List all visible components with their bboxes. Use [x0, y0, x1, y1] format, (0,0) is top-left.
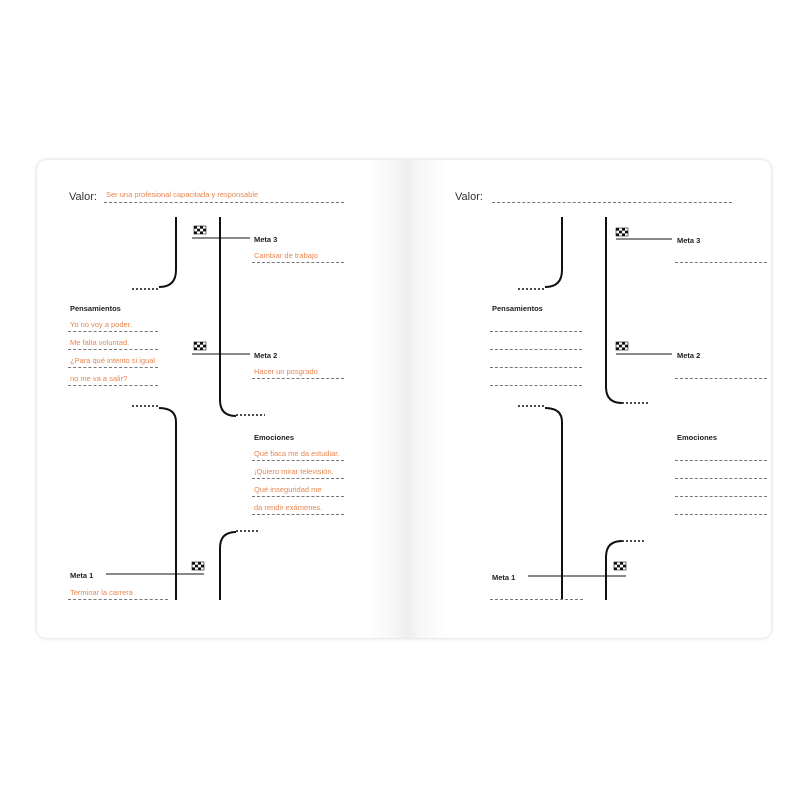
pensamiento-item: Yo no voy a poder. — [70, 320, 132, 329]
valor-label: Valor: — [455, 191, 483, 203]
emocion-item: da rendir exámenes. — [254, 503, 323, 512]
meta2-label: Meta 2 — [254, 351, 278, 360]
meta3-label: Meta 3 — [677, 236, 701, 245]
meta1-line[interactable] — [490, 599, 583, 600]
pensamiento-line — [68, 385, 158, 386]
emociones-label: Emociones — [677, 433, 718, 442]
meta3-line[interactable] — [675, 262, 767, 263]
valor-line — [104, 202, 344, 203]
meta3-value: Cambiar de trabajo — [254, 251, 318, 260]
pensamiento-item: ¿Para qué intento si igual — [70, 356, 156, 365]
valor-value: Ser una profesional capacitada y responsable — [106, 190, 259, 199]
meta2-line — [252, 378, 344, 379]
road-diagram — [37, 160, 404, 638]
emocion-item: Qué fiaca me da estudiar. — [254, 449, 340, 458]
road-edge-lower-right — [220, 532, 236, 600]
checkered-flag-icon — [192, 562, 204, 570]
emocion-line[interactable] — [675, 460, 767, 461]
checkered-flag-icon — [614, 562, 626, 570]
emocion-line — [252, 460, 344, 461]
emocion-item: Qué inseguridad me — [254, 485, 322, 494]
meta3-line — [252, 262, 344, 263]
road-edge-lower-right — [606, 541, 622, 600]
emocion-line — [252, 496, 344, 497]
road-edge-upper-left — [545, 217, 562, 287]
pensamiento-line[interactable] — [490, 331, 582, 332]
pensamientos-label: Pensamientos — [492, 304, 543, 313]
checkered-flag-icon — [194, 226, 206, 234]
road-edge-upper-right — [220, 217, 236, 416]
checkered-flag-icon — [616, 342, 628, 350]
road-diagram — [404, 160, 771, 638]
meta2-label: Meta 2 — [677, 351, 701, 360]
road-edge-lower-left — [545, 408, 562, 600]
pensamientos-label: Pensamientos — [70, 304, 121, 313]
checkered-flag-icon — [616, 228, 628, 236]
emocion-line — [252, 478, 344, 479]
emocion-line[interactable] — [675, 514, 767, 515]
pensamiento-line[interactable] — [490, 385, 582, 386]
meta1-value: Terminar la carrera — [70, 588, 133, 597]
meta2-line[interactable] — [675, 378, 767, 379]
valor-label: Valor: — [69, 191, 97, 203]
meta2-value: Hacer un posgrado — [254, 367, 318, 376]
meta1-label: Meta 1 — [492, 573, 516, 582]
pensamiento-line — [68, 331, 158, 332]
left-page — [37, 160, 404, 638]
road-edge-upper-right — [606, 217, 622, 403]
pensamiento-item: Me falta voluntad. — [70, 338, 130, 347]
meta1-label: Meta 1 — [70, 571, 94, 580]
pensamiento-item: no me va a salir? — [70, 374, 128, 383]
pensamiento-line — [68, 349, 158, 350]
emociones-label: Emociones — [254, 433, 295, 442]
emocion-line — [252, 514, 344, 515]
pensamiento-line[interactable] — [490, 349, 582, 350]
notebook-spread — [37, 160, 771, 638]
emocion-line[interactable] — [675, 478, 767, 479]
pensamiento-line[interactable] — [490, 367, 582, 368]
emocion-line[interactable] — [675, 496, 767, 497]
pensamiento-line — [68, 367, 158, 368]
right-page — [404, 160, 771, 638]
emocion-item: ¡Quiero mirar televisión. — [254, 467, 334, 476]
road-edge-lower-left — [159, 408, 176, 600]
road-edge-upper-left — [159, 217, 176, 287]
meta1-line — [68, 599, 168, 600]
valor-line[interactable] — [492, 202, 732, 203]
checkered-flag-icon — [194, 342, 206, 350]
meta3-label: Meta 3 — [254, 235, 278, 244]
